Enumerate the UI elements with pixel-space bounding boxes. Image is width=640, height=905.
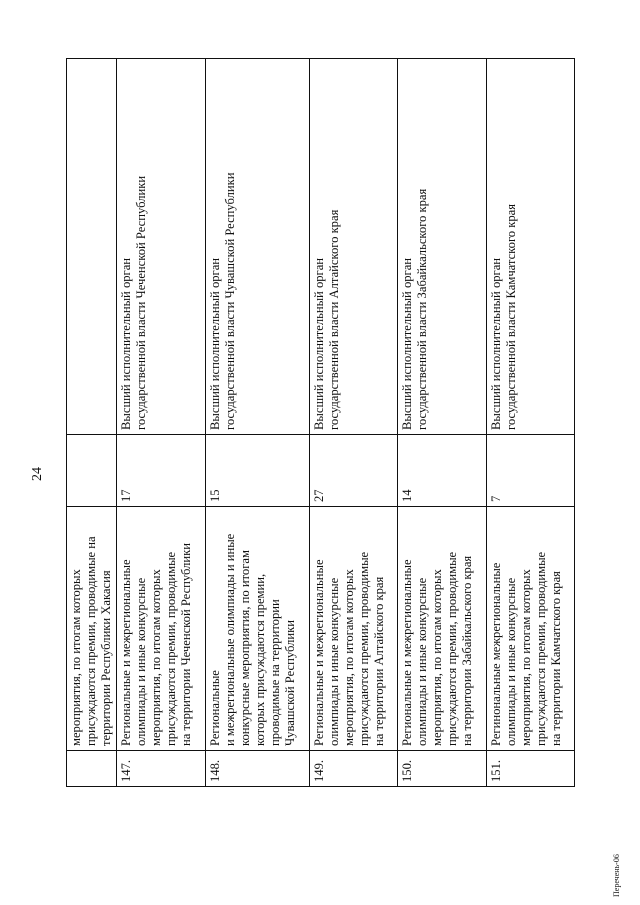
footer-code: Перечень-06	[612, 854, 621, 897]
olympiad-name: мероприятия, по итогам которых присуждаются премии, проводимые на территории Республики Хакасия	[67, 507, 117, 751]
olympiad-name: Региональные и межрегиональные олимпиады и иные конкурсные мероприятия, по итогам которых присуждаются премии, проводимые на территории Чеченской Республики	[117, 507, 206, 751]
table-row	[206, 59, 310, 787]
table-row	[67, 59, 117, 787]
organizer: Высший исполнительный орган государственной власти Алтайского края	[310, 59, 398, 435]
olympiad-name: Региональные и межрегиональные олимпиады и иные конкурсные мероприятия, по итогам которых присуждаются премии, проводимые на территории Чувашской Республики	[206, 507, 310, 751]
organizer: Высший исполнительный орган государственной власти Чувашской Республики	[206, 59, 310, 435]
row-number: 151.	[487, 751, 575, 787]
row-number: 149.	[310, 751, 398, 787]
table-row	[310, 59, 398, 787]
table-row	[398, 59, 487, 787]
olympiad-name: Региональные и межрегиональные олимпиады и иные конкурсные мероприятия, по итогам которых присуждаются премии, проводимые на территории Забайкальского края	[398, 507, 487, 751]
olympiad-count: 17	[117, 435, 206, 507]
olympiad-name: Региональные и межрегиональные олимпиады и иные конкурсные мероприятия, по итогам которых присуждаются премии, проводимые на территории Алтайского края	[310, 507, 398, 751]
row-number: 150.	[398, 751, 487, 787]
olympiad-count: 14	[398, 435, 487, 507]
row-number: 148.	[206, 751, 310, 787]
page-number: 24	[30, 467, 45, 481]
organizer: Высший исполнительный орган государственной власти Забайкальского края	[398, 59, 487, 435]
organizer: Высший исполнительный орган государственной власти Камчатского края	[487, 59, 575, 435]
olympiad-count: 7	[487, 435, 575, 507]
row-number	[67, 751, 117, 787]
olympiad-list-table	[66, 58, 575, 787]
table-row	[117, 59, 206, 787]
olympiad-count: 27	[310, 435, 398, 507]
olympiad-name: Регинональные межрегиональные олимпиады и иные конкурсные мероприятия, по итогам которых присуждаются премии, проводимые на территории Камчатского края	[487, 507, 575, 751]
table-row	[487, 59, 575, 787]
olympiad-count: 15	[206, 435, 310, 507]
organizer	[67, 59, 117, 435]
olympiad-count	[67, 435, 117, 507]
organizer: Высший исполнительный орган государственной власти Чеченской Республики	[117, 59, 206, 435]
row-number: 147.	[117, 751, 206, 787]
